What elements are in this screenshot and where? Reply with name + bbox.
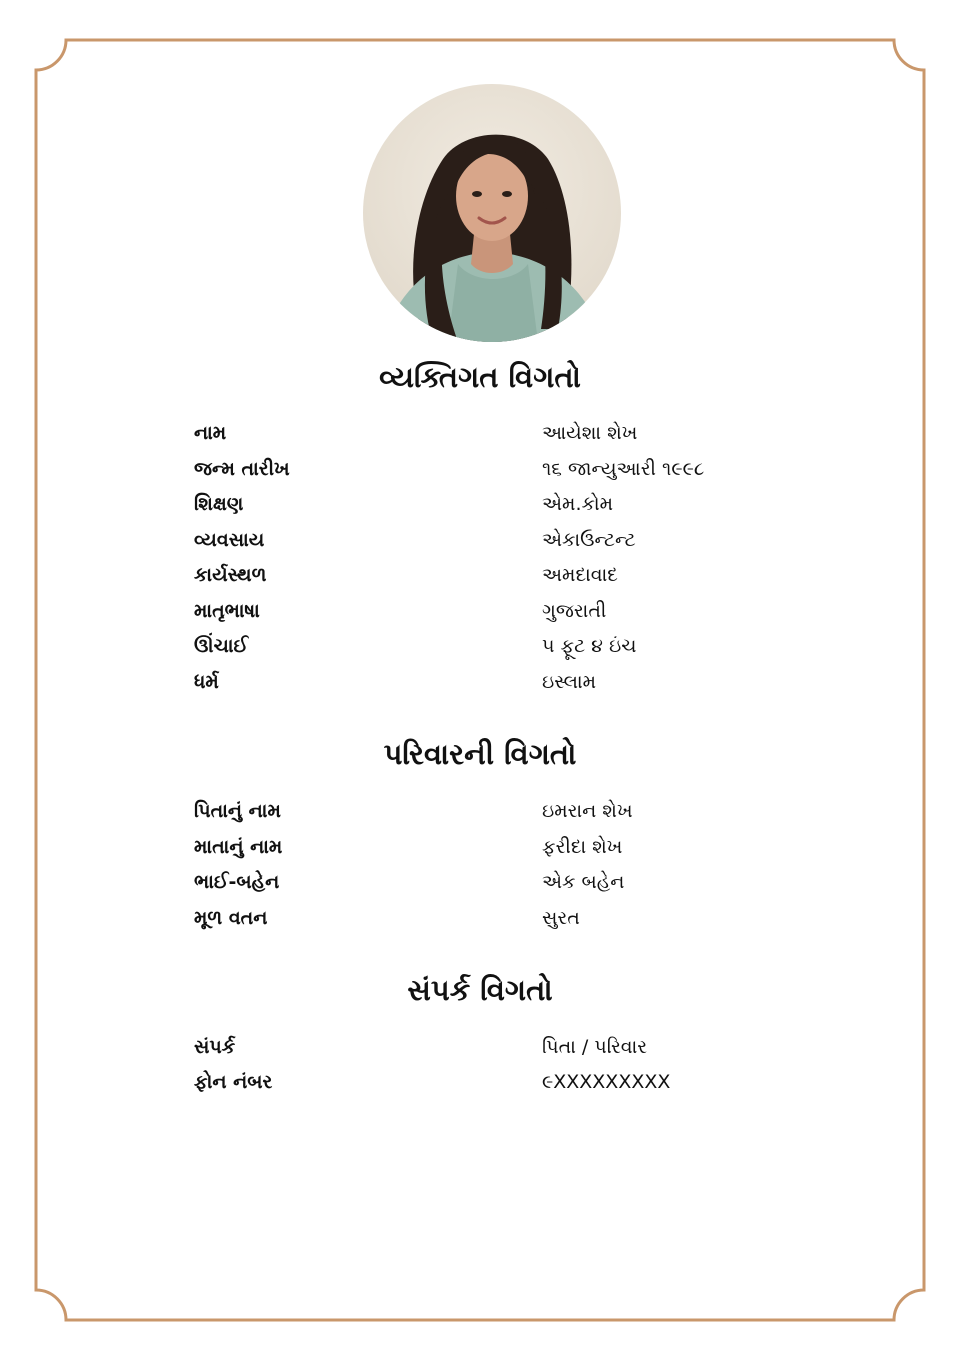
detail-label: ઊંચાઈ bbox=[194, 635, 249, 657]
detail-row bbox=[0, 600, 960, 632]
detail-value: એક બહેન bbox=[542, 871, 625, 893]
profile-photo bbox=[363, 84, 621, 342]
detail-row bbox=[0, 871, 960, 903]
detail-value: ૧૬ જાન્યુઆરી ૧૯૯૮ bbox=[542, 458, 705, 480]
portrait-photo-icon bbox=[363, 84, 621, 342]
detail-label: ભાઈ-બહેન bbox=[194, 871, 280, 893]
detail-label: નામ bbox=[194, 422, 227, 444]
detail-value: ૫ ફૂટ ૪ ઇંચ bbox=[542, 635, 637, 657]
detail-row bbox=[0, 671, 960, 703]
detail-label: પિતાનું નામ bbox=[194, 800, 281, 822]
detail-label: ફોન નંબર bbox=[194, 1071, 273, 1093]
detail-row bbox=[0, 458, 960, 490]
detail-value: પિતા / પરિવાર bbox=[542, 1036, 648, 1058]
detail-label: કાર્યસ્થળ bbox=[194, 564, 267, 586]
detail-value: ફરીદા શેખ bbox=[542, 836, 623, 858]
detail-row bbox=[0, 493, 960, 525]
family-details-heading: પરિવારની વિગતો bbox=[383, 737, 577, 771]
phone-number: ૯XXXXXXXXX bbox=[542, 1071, 671, 1093]
detail-value: ગુજરાતી bbox=[542, 600, 607, 622]
detail-row bbox=[0, 422, 960, 454]
detail-label: ધર્મ bbox=[194, 671, 219, 693]
detail-label: શિક્ષણ bbox=[194, 493, 244, 515]
detail-value: અમદાવાદ bbox=[542, 564, 618, 586]
detail-label: મૂળ વતન bbox=[194, 907, 268, 929]
detail-label: સંપર્ક bbox=[194, 1036, 236, 1058]
detail-label: માતાનું નામ bbox=[194, 836, 283, 858]
detail-label: વ્યવસાય bbox=[194, 529, 265, 551]
detail-value: એકાઉન્ટન્ટ bbox=[542, 529, 636, 551]
detail-row bbox=[0, 564, 960, 596]
contact-details-heading: સંપર્ક વિગતો bbox=[407, 973, 553, 1007]
detail-value: ઇમરાન શેખ bbox=[542, 800, 633, 822]
detail-label: માતૃભાષા bbox=[194, 600, 260, 622]
detail-value: સુરત bbox=[542, 907, 580, 929]
detail-row bbox=[0, 635, 960, 667]
personal-details-heading: વ્યક્તિગત વિગતો bbox=[379, 360, 581, 394]
detail-row bbox=[0, 529, 960, 561]
detail-value: ઇસ્લામ bbox=[542, 671, 597, 693]
detail-value: એમ.કોમ bbox=[542, 493, 614, 515]
detail-row bbox=[0, 1071, 960, 1103]
detail-row bbox=[0, 1036, 960, 1068]
detail-value: આયેશા શેખ bbox=[542, 422, 638, 444]
detail-row bbox=[0, 800, 960, 832]
detail-label: જન્મ તારીખ bbox=[194, 458, 290, 480]
detail-row bbox=[0, 836, 960, 868]
detail-row bbox=[0, 907, 960, 939]
